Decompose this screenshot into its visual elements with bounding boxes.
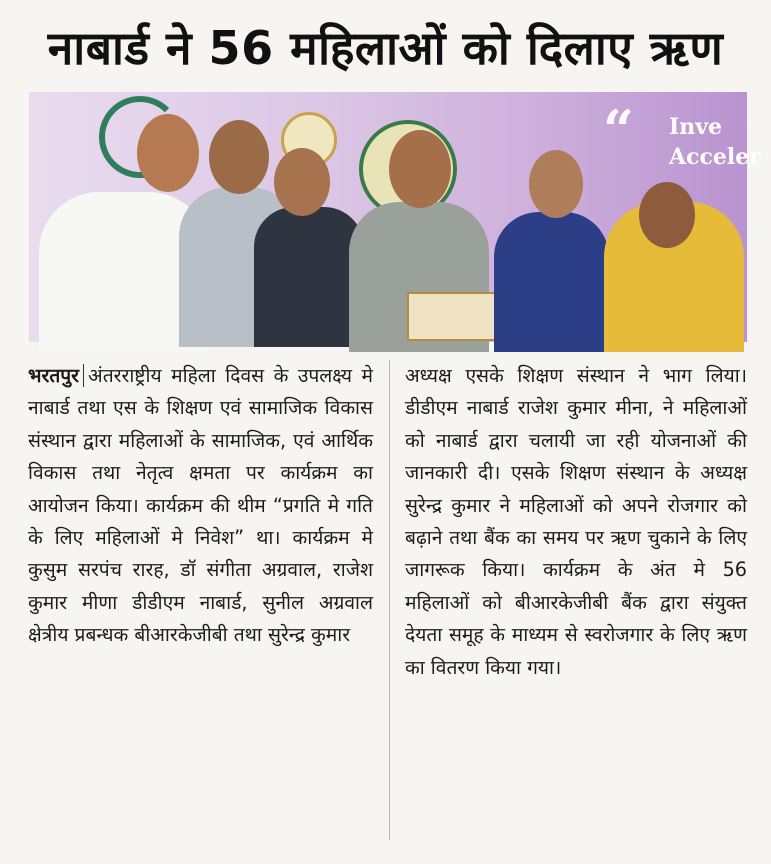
person-5-head [529,150,583,218]
person-5 [494,212,609,352]
quote-mark-icon: “ [603,98,635,162]
event-photo [29,92,761,342]
person-2-head [209,120,269,194]
article-text-2: अध्यक्ष एसके शिक्षण संस्थान ने भाग लिया। डीडीएम नाबार्ड राजेश कुमार मीना, ने महिलाओं को नाबार्ड द्वारा चलायी जा रही योजनाओं की जानकारी दी। एसके शिक्षण संस्थान के अध्यक्ष सुरेन्द्र कुमार ने महिलाओं को अपने रोजगार को बढ़ाने तथा बैंक का समय पर ऋण चुकाने के लिए जागरूक किया। कार्यक्रम के अंत मे 56 महिलाओं को बीआरकेजीबी बैंक द्वारा संयुक्त देयता समूह के माध्यम से स्वरोजगार के लिए ऋण का वितरण किया गया। [405,364,747,679]
person-6-head [639,182,695,248]
banner-text [669,112,761,172]
certificate [407,292,506,341]
article-column-2 [405,360,747,684]
headline: नाबार्ड ने 56 महिलाओं को दिलाए ऋण [47,21,724,75]
banner-line-1: Inve [669,114,723,140]
article-text-1: अंतरराष्ट्रीय महिला दिवस के उपलक्ष्य मे नाबार्ड तथा एस के शिक्षण एवं सामाजिक विकास संस्थान द्वारा महिलाओं के सामाजिक, एवं आर्थिक विकास तथा नेतृत्व क्षमता पर कार्यक्रम का आयोजन किया। कार्यक्रम की थीम “प्रगति मे गति के लिए महिलाओं मे निवेश” था। कार्यक्रम मे कुसुम सरपंच रारह, डॉ संगीता अग्रवाल, राजेश कुमार मीणा डीडीएम नाबार्ड, सुनील अग्रवाल क्षेत्रीय प्रबन्धक बीआरकेजीबी तथा सुरेन्द्र कुमार [28,364,373,647]
banner-line-2: Acceler [669,144,761,170]
person-1-head [137,114,199,192]
person-3 [254,207,364,347]
article-column-1 [28,360,373,652]
dateline: भरतपुर [28,364,84,387]
person-4-head [389,130,451,208]
column-divider [389,360,390,840]
person-3-head [274,148,330,216]
